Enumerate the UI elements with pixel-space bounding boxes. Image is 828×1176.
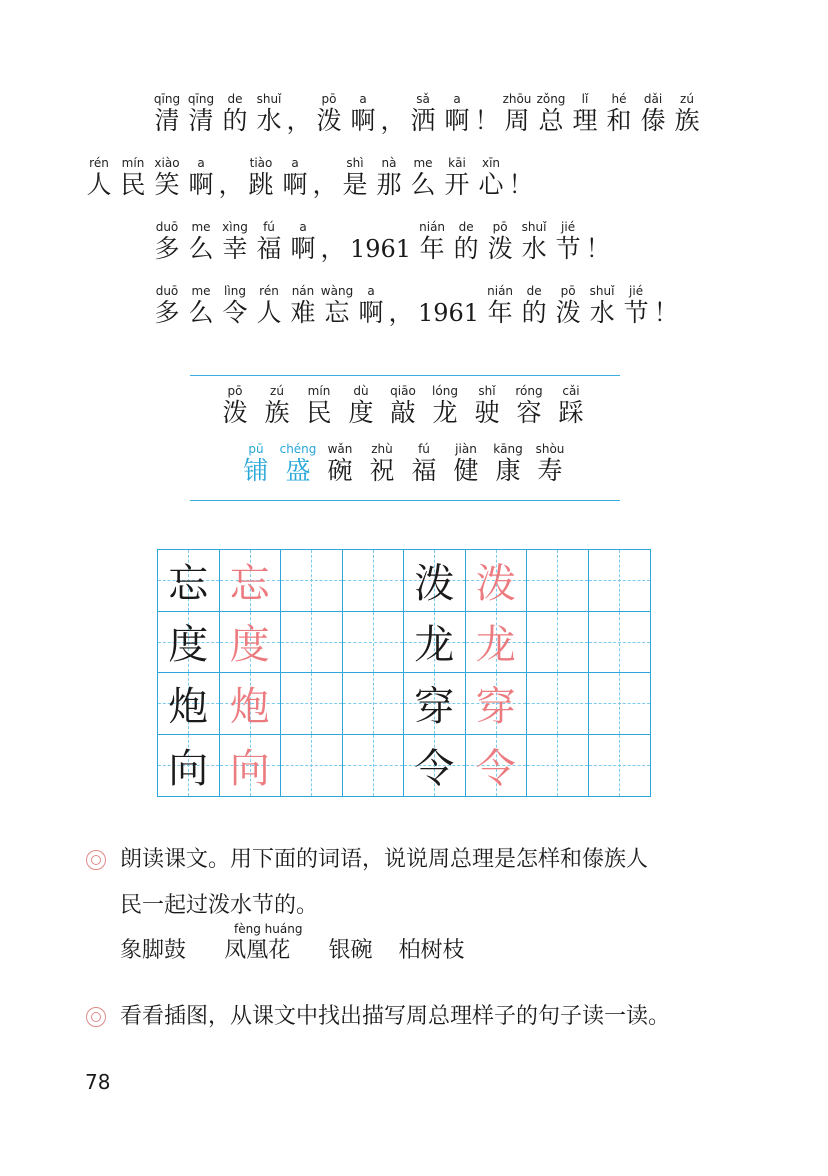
hanzi: 和	[606, 106, 632, 135]
trace-character: 炮	[229, 683, 270, 730]
pinyin: xìng	[222, 220, 248, 234]
word-hanzi: 凤凰花	[224, 938, 291, 963]
syllable	[466, 384, 508, 428]
vocab-row-1	[214, 384, 592, 428]
trace-character: 令	[475, 745, 516, 792]
hanzi: 幸	[222, 234, 248, 263]
hanzi: 健	[453, 456, 479, 485]
pinyin: shuǐ	[256, 92, 282, 106]
page-number: 78	[85, 1070, 111, 1094]
syllable	[406, 156, 440, 200]
hanzi: 碗	[327, 456, 353, 485]
hanzi: 铺	[243, 456, 269, 485]
grid-cell	[527, 735, 589, 797]
hanzi: 度	[348, 398, 374, 427]
hanzi: 1961	[418, 299, 480, 327]
syllable	[252, 92, 286, 136]
hanzi: 理	[572, 106, 598, 135]
hanzi: 水	[256, 106, 282, 135]
syllable	[218, 220, 252, 264]
hanzi: 令	[222, 298, 248, 327]
pinyin: cǎi	[562, 384, 580, 398]
syllable	[372, 156, 406, 200]
hanzi: 的	[521, 298, 547, 327]
word-hanzi: 银碗	[328, 938, 373, 963]
pinyin: shuǐ	[521, 220, 547, 234]
hanzi: 祝	[369, 456, 395, 485]
hanzi: 啊	[282, 170, 308, 199]
trace-character: 泼	[475, 560, 516, 607]
hanzi: 盛	[285, 456, 311, 485]
vocab-word	[328, 922, 372, 966]
model-character: 穿	[414, 683, 455, 730]
grid-cell	[404, 550, 466, 612]
syllable	[320, 220, 346, 264]
trace-character: 龙	[475, 622, 516, 669]
grid-cell	[220, 550, 282, 612]
grid-cell	[158, 612, 220, 674]
vocab-row-2	[235, 442, 571, 486]
syllable	[474, 156, 508, 200]
syllable	[346, 92, 380, 136]
syllable	[286, 92, 312, 136]
syllable	[487, 442, 529, 486]
pinyin: nián	[419, 220, 446, 234]
hanzi: 的	[453, 234, 479, 263]
syllable	[82, 156, 116, 200]
word-pinyin: fèng huáng	[234, 922, 303, 936]
hanzi: 民	[306, 398, 332, 427]
pinyin: zhù	[371, 442, 393, 456]
syllable	[440, 92, 474, 136]
model-character: 龙	[414, 622, 455, 669]
hanzi: 泼	[316, 106, 342, 135]
syllable	[414, 284, 483, 328]
pinyin: jié	[561, 220, 576, 234]
hanzi: 开	[444, 170, 470, 199]
syllable	[235, 442, 277, 486]
pinyin: pō	[492, 220, 508, 234]
grid-cell	[158, 550, 220, 612]
pinyin: nán	[291, 284, 315, 298]
pinyin: lóng	[432, 384, 458, 398]
pinyin: xīn	[481, 156, 501, 170]
word-hanzi: 柏树枝	[398, 938, 465, 963]
pinyin: a	[359, 92, 367, 106]
hanzi: ，	[312, 170, 338, 199]
task-1-words	[120, 922, 490, 966]
hanzi: 福	[256, 234, 282, 263]
syllable	[382, 384, 424, 428]
pinyin: a	[367, 284, 375, 298]
trace-character: 穿	[475, 683, 516, 730]
grid-cell	[343, 550, 405, 612]
hanzi: 笑	[154, 170, 180, 199]
syllable	[380, 92, 406, 136]
pinyin: qiāo	[390, 384, 416, 398]
pinyin: me	[191, 220, 211, 234]
syllable	[508, 156, 534, 200]
task-2: 看看插图，从课文中找出描写周总理样子的句子读一读。	[120, 1004, 671, 1029]
hanzi: 水	[589, 298, 615, 327]
hanzi: 泼	[222, 398, 248, 427]
hanzi: 年	[419, 234, 445, 263]
pinyin: zú	[270, 384, 284, 398]
hanzi: 忘	[324, 298, 350, 327]
pinyin: lǐ	[581, 92, 589, 106]
syllable	[483, 284, 517, 328]
syllable	[500, 92, 534, 136]
grid-cell	[158, 735, 220, 797]
hanzi: ！	[508, 170, 534, 199]
task-bullet-icon	[86, 850, 106, 870]
grid-cell	[589, 550, 651, 612]
syllable	[508, 384, 550, 428]
pinyin: me	[413, 156, 433, 170]
pinyin: qīng	[187, 92, 215, 106]
word-hanzi: 象脚鼓	[120, 938, 187, 963]
hanzi: ！	[585, 234, 611, 263]
pinyin: dù	[353, 384, 369, 398]
syllable	[517, 220, 551, 264]
grid-cell	[281, 550, 343, 612]
syllable	[585, 284, 619, 328]
pinyin: mín	[121, 156, 145, 170]
poem-line-3	[150, 220, 611, 264]
hanzi: 清	[154, 106, 180, 135]
syllable	[670, 92, 704, 136]
pinyin: de	[526, 284, 542, 298]
syllable	[218, 284, 252, 328]
syllable	[184, 220, 218, 264]
hanzi: 洒	[410, 106, 436, 135]
model-character: 令	[414, 745, 455, 792]
pinyin: pō	[227, 384, 243, 398]
pinyin: duō	[155, 220, 179, 234]
trace-character: 忘	[229, 560, 270, 607]
grid-cell	[404, 612, 466, 674]
hanzi: 傣	[640, 106, 666, 135]
hanzi: 族	[264, 398, 290, 427]
grid-cell	[343, 612, 405, 674]
hanzi: 节	[555, 234, 581, 263]
hanzi: 民	[120, 170, 146, 199]
hanzi: 族	[674, 106, 700, 135]
model-character: 忘	[168, 560, 209, 607]
grid-cell	[466, 612, 528, 674]
pinyin: kāi	[448, 156, 466, 170]
vocab-word	[212, 922, 302, 966]
syllable	[653, 284, 679, 328]
vocab-word	[398, 922, 464, 966]
hanzi: 多	[154, 234, 180, 263]
grid-cell	[220, 612, 282, 674]
syllable	[312, 92, 346, 136]
hanzi: 清	[188, 106, 214, 135]
grid-cell	[466, 735, 528, 797]
syllable	[256, 384, 298, 428]
grid-cell	[281, 673, 343, 735]
hanzi: 难	[290, 298, 316, 327]
model-character: 泼	[414, 560, 455, 607]
syllable	[551, 220, 585, 264]
pinyin: xiào	[154, 156, 180, 170]
task-bullet-icon	[86, 1007, 106, 1027]
grid-cell	[466, 550, 528, 612]
hanzi: 啊	[350, 106, 376, 135]
pinyin: pū	[248, 442, 264, 456]
pinyin: jié	[629, 284, 644, 298]
vocab-bottom-rule	[190, 500, 620, 501]
syllable	[636, 92, 670, 136]
hanzi: 泼	[555, 298, 581, 327]
grid-cell	[527, 673, 589, 735]
grid-cell	[220, 673, 282, 735]
grid-cell	[589, 612, 651, 674]
syllable	[218, 156, 244, 200]
syllable	[150, 284, 184, 328]
syllable	[244, 156, 278, 200]
pinyin: de	[458, 220, 474, 234]
syllable	[184, 284, 218, 328]
syllable	[568, 92, 602, 136]
hanzi: ，	[218, 170, 244, 199]
syllable	[184, 156, 218, 200]
syllable	[277, 442, 319, 486]
pinyin: me	[191, 284, 211, 298]
hanzi: 人	[256, 298, 282, 327]
syllable	[298, 384, 340, 428]
hanzi: 么	[188, 234, 214, 263]
pinyin: fú	[263, 220, 275, 234]
syllable	[319, 442, 361, 486]
trace-character: 向	[229, 745, 270, 792]
hanzi: 总	[538, 106, 564, 135]
syllable	[424, 384, 466, 428]
grid-cell	[404, 735, 466, 797]
hanzi: 踩	[558, 398, 584, 427]
syllable	[354, 284, 388, 328]
pinyin: a	[291, 156, 299, 170]
syllable	[550, 384, 592, 428]
hanzi: 么	[410, 170, 436, 199]
syllable	[534, 92, 568, 136]
pinyin: róng	[515, 384, 543, 398]
pinyin: sǎ	[416, 92, 430, 106]
task-1-line-1: 朗读课文。用下面的词语，说说周总理是怎样和傣族人	[120, 847, 649, 872]
pinyin: pō	[560, 284, 576, 298]
syllable	[483, 220, 517, 264]
syllable	[361, 442, 403, 486]
pinyin: lìng	[224, 284, 246, 298]
syllable	[403, 442, 445, 486]
hanzi: 人	[86, 170, 112, 199]
hanzi: 心	[478, 170, 504, 199]
pinyin: tiào	[249, 156, 273, 170]
syllable	[312, 156, 338, 200]
grid-cell	[527, 612, 589, 674]
pinyin: fú	[418, 442, 430, 456]
syllable	[346, 220, 415, 264]
vocab-top-rule	[190, 375, 620, 376]
hanzi: 啊	[290, 234, 316, 263]
pinyin: a	[453, 92, 461, 106]
model-character: 炮	[168, 683, 209, 730]
hanzi: 康	[495, 456, 521, 485]
hanzi: 泼	[487, 234, 513, 263]
poem-line-1	[150, 92, 704, 136]
pinyin: duō	[155, 284, 179, 298]
hanzi: 节	[623, 298, 649, 327]
pinyin: rén	[89, 156, 109, 170]
pinyin: a	[299, 220, 307, 234]
hanzi: ，	[388, 298, 414, 327]
grid-cell	[281, 735, 343, 797]
hanzi: 龙	[432, 398, 458, 427]
syllable	[449, 220, 483, 264]
syllable	[184, 92, 218, 136]
syllable	[218, 92, 252, 136]
grid-cell	[404, 673, 466, 735]
syllable	[340, 384, 382, 428]
syllable	[286, 284, 320, 328]
grid-cell	[343, 735, 405, 797]
pinyin: zú	[680, 92, 694, 106]
syllable	[150, 220, 184, 264]
hanzi: 跳	[248, 170, 274, 199]
hanzi: 的	[222, 106, 248, 135]
syllable	[150, 156, 184, 200]
pinyin: shǐ	[478, 384, 496, 398]
pinyin: pō	[321, 92, 337, 106]
hanzi: 福	[411, 456, 437, 485]
vocab-word	[120, 922, 186, 966]
syllable	[474, 92, 500, 136]
syllable	[406, 92, 440, 136]
grid-cell	[158, 673, 220, 735]
pinyin: zǒng	[536, 92, 566, 106]
syllable	[619, 284, 653, 328]
pinyin: jiàn	[455, 442, 477, 456]
pinyin: kāng	[493, 442, 523, 456]
syllable	[150, 92, 184, 136]
syllable	[286, 220, 320, 264]
syllable	[517, 284, 551, 328]
hanzi: 多	[154, 298, 180, 327]
writing-grid	[157, 549, 651, 797]
hanzi: 驶	[474, 398, 500, 427]
pinyin: nà	[381, 156, 397, 170]
syllable	[214, 384, 256, 428]
task-1-line-2: 民一起过泼水节的。	[120, 893, 319, 918]
hanzi: ！	[653, 298, 679, 327]
syllable	[320, 284, 354, 328]
grid-cell	[527, 550, 589, 612]
syllable	[440, 156, 474, 200]
grid-cell	[281, 612, 343, 674]
hanzi: ，	[286, 106, 312, 135]
grid-cell	[589, 735, 651, 797]
hanzi: 容	[516, 398, 542, 427]
pinyin: dǎi	[643, 92, 663, 106]
hanzi: 啊	[444, 106, 470, 135]
syllable	[602, 92, 636, 136]
hanzi: 么	[188, 298, 214, 327]
syllable	[388, 284, 414, 328]
hanzi: ，	[380, 106, 406, 135]
poem-line-2	[82, 156, 534, 200]
syllable	[551, 284, 585, 328]
syllable	[252, 220, 286, 264]
hanzi: 啊	[188, 170, 214, 199]
syllable	[445, 442, 487, 486]
model-character: 度	[168, 622, 209, 669]
pinyin: qīng	[153, 92, 181, 106]
pinyin: shì	[346, 156, 364, 170]
hanzi: 水	[521, 234, 547, 263]
grid-cell	[343, 673, 405, 735]
hanzi: 年	[487, 298, 513, 327]
pinyin: a	[197, 156, 205, 170]
pinyin: rén	[259, 284, 279, 298]
syllable	[585, 220, 611, 264]
hanzi: 1961	[350, 235, 412, 263]
grid-cell	[466, 673, 528, 735]
hanzi: 是	[342, 170, 368, 199]
trace-character: 度	[229, 622, 270, 669]
pinyin: mín	[307, 384, 331, 398]
syllable	[278, 156, 312, 200]
syllable	[252, 284, 286, 328]
model-character: 向	[168, 745, 209, 792]
pinyin: wàng	[320, 284, 354, 298]
syllable	[529, 442, 571, 486]
grid-cell	[589, 673, 651, 735]
hanzi: 寿	[537, 456, 563, 485]
pinyin: shòu	[535, 442, 565, 456]
pinyin: nián	[487, 284, 514, 298]
hanzi: 敲	[390, 398, 416, 427]
hanzi: ，	[320, 234, 346, 263]
pinyin: de	[227, 92, 243, 106]
syllable	[116, 156, 150, 200]
pinyin: shuǐ	[589, 284, 615, 298]
pinyin: hé	[611, 92, 627, 106]
hanzi: 周	[504, 106, 530, 135]
hanzi: ！	[474, 106, 500, 135]
syllable	[338, 156, 372, 200]
pinyin: zhōu	[502, 92, 532, 106]
poem-line-4	[150, 284, 679, 328]
grid-cell	[220, 735, 282, 797]
pinyin: wǎn	[327, 442, 353, 456]
hanzi: 啊	[358, 298, 384, 327]
syllable	[415, 220, 449, 264]
hanzi: 那	[376, 170, 402, 199]
pinyin: chéng	[279, 442, 317, 456]
